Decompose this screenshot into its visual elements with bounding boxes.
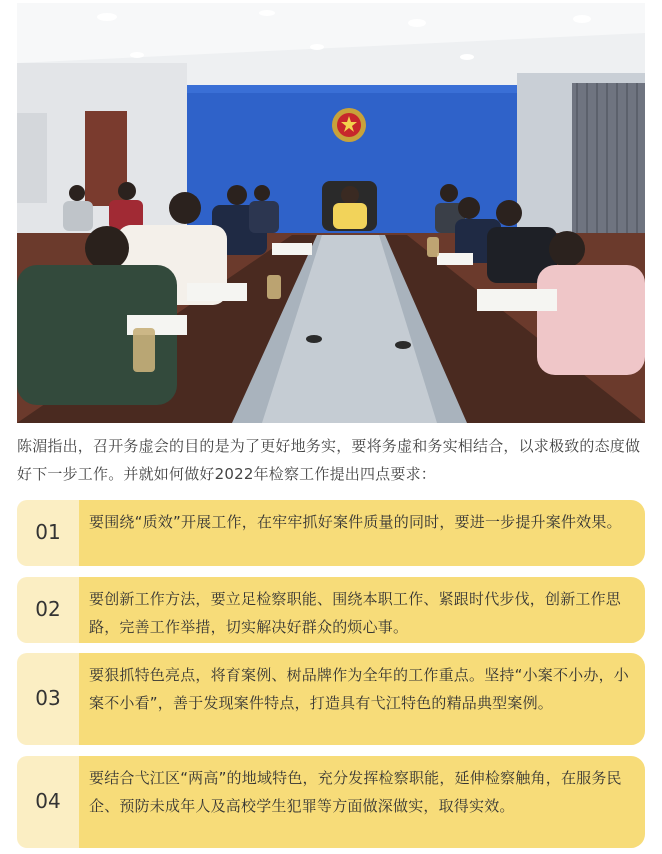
item-text: 要狠抓特色亮点，将育案例、树品牌作为全年的工作重点。坚持“小案不小办，小案不小看”，善于发现案件特点，打造具有弋江特色的精品典型案例。 [89, 666, 629, 712]
national-emblem-icon [332, 108, 366, 142]
item-body [79, 756, 645, 848]
item-text: 要围绕“质效”开展工作，在牢牢抓好案件质量的同时，要进一步提升案件效果。 [89, 513, 622, 531]
requirement-item-1 [17, 500, 645, 566]
requirement-item-3 [17, 653, 645, 745]
requirement-item-4 [17, 756, 645, 848]
item-number: 01 [17, 500, 79, 566]
item-number: 03 [17, 653, 79, 745]
item-body [79, 653, 645, 745]
requirement-item-2 [17, 577, 645, 643]
item-text: 要结合弋江区“两高”的地域特色，充分发挥检察职能，延伸检察触角，在服务民企、预防未成年人及高校学生犯罪等方面做深做实，取得实效。 [89, 769, 622, 815]
item-body [79, 500, 645, 566]
intro-paragraph: 陈湄指出，召开务虚会的目的是为了更好地务实，要将务虚和务实相结合，以求极致的态度做好下一步工作。并就如何做好2022年检察工作提出四点要求： [17, 437, 641, 483]
item-body [79, 577, 645, 643]
item-number: 04 [17, 756, 79, 848]
meeting-photo [17, 3, 645, 423]
item-number: 02 [17, 577, 79, 643]
item-text: 要创新工作方法，要立足检察职能、围绕本职工作、紧跟时代步伐，创新工作思路，完善工作举措，切实解决好群众的烦心事。 [89, 590, 622, 636]
